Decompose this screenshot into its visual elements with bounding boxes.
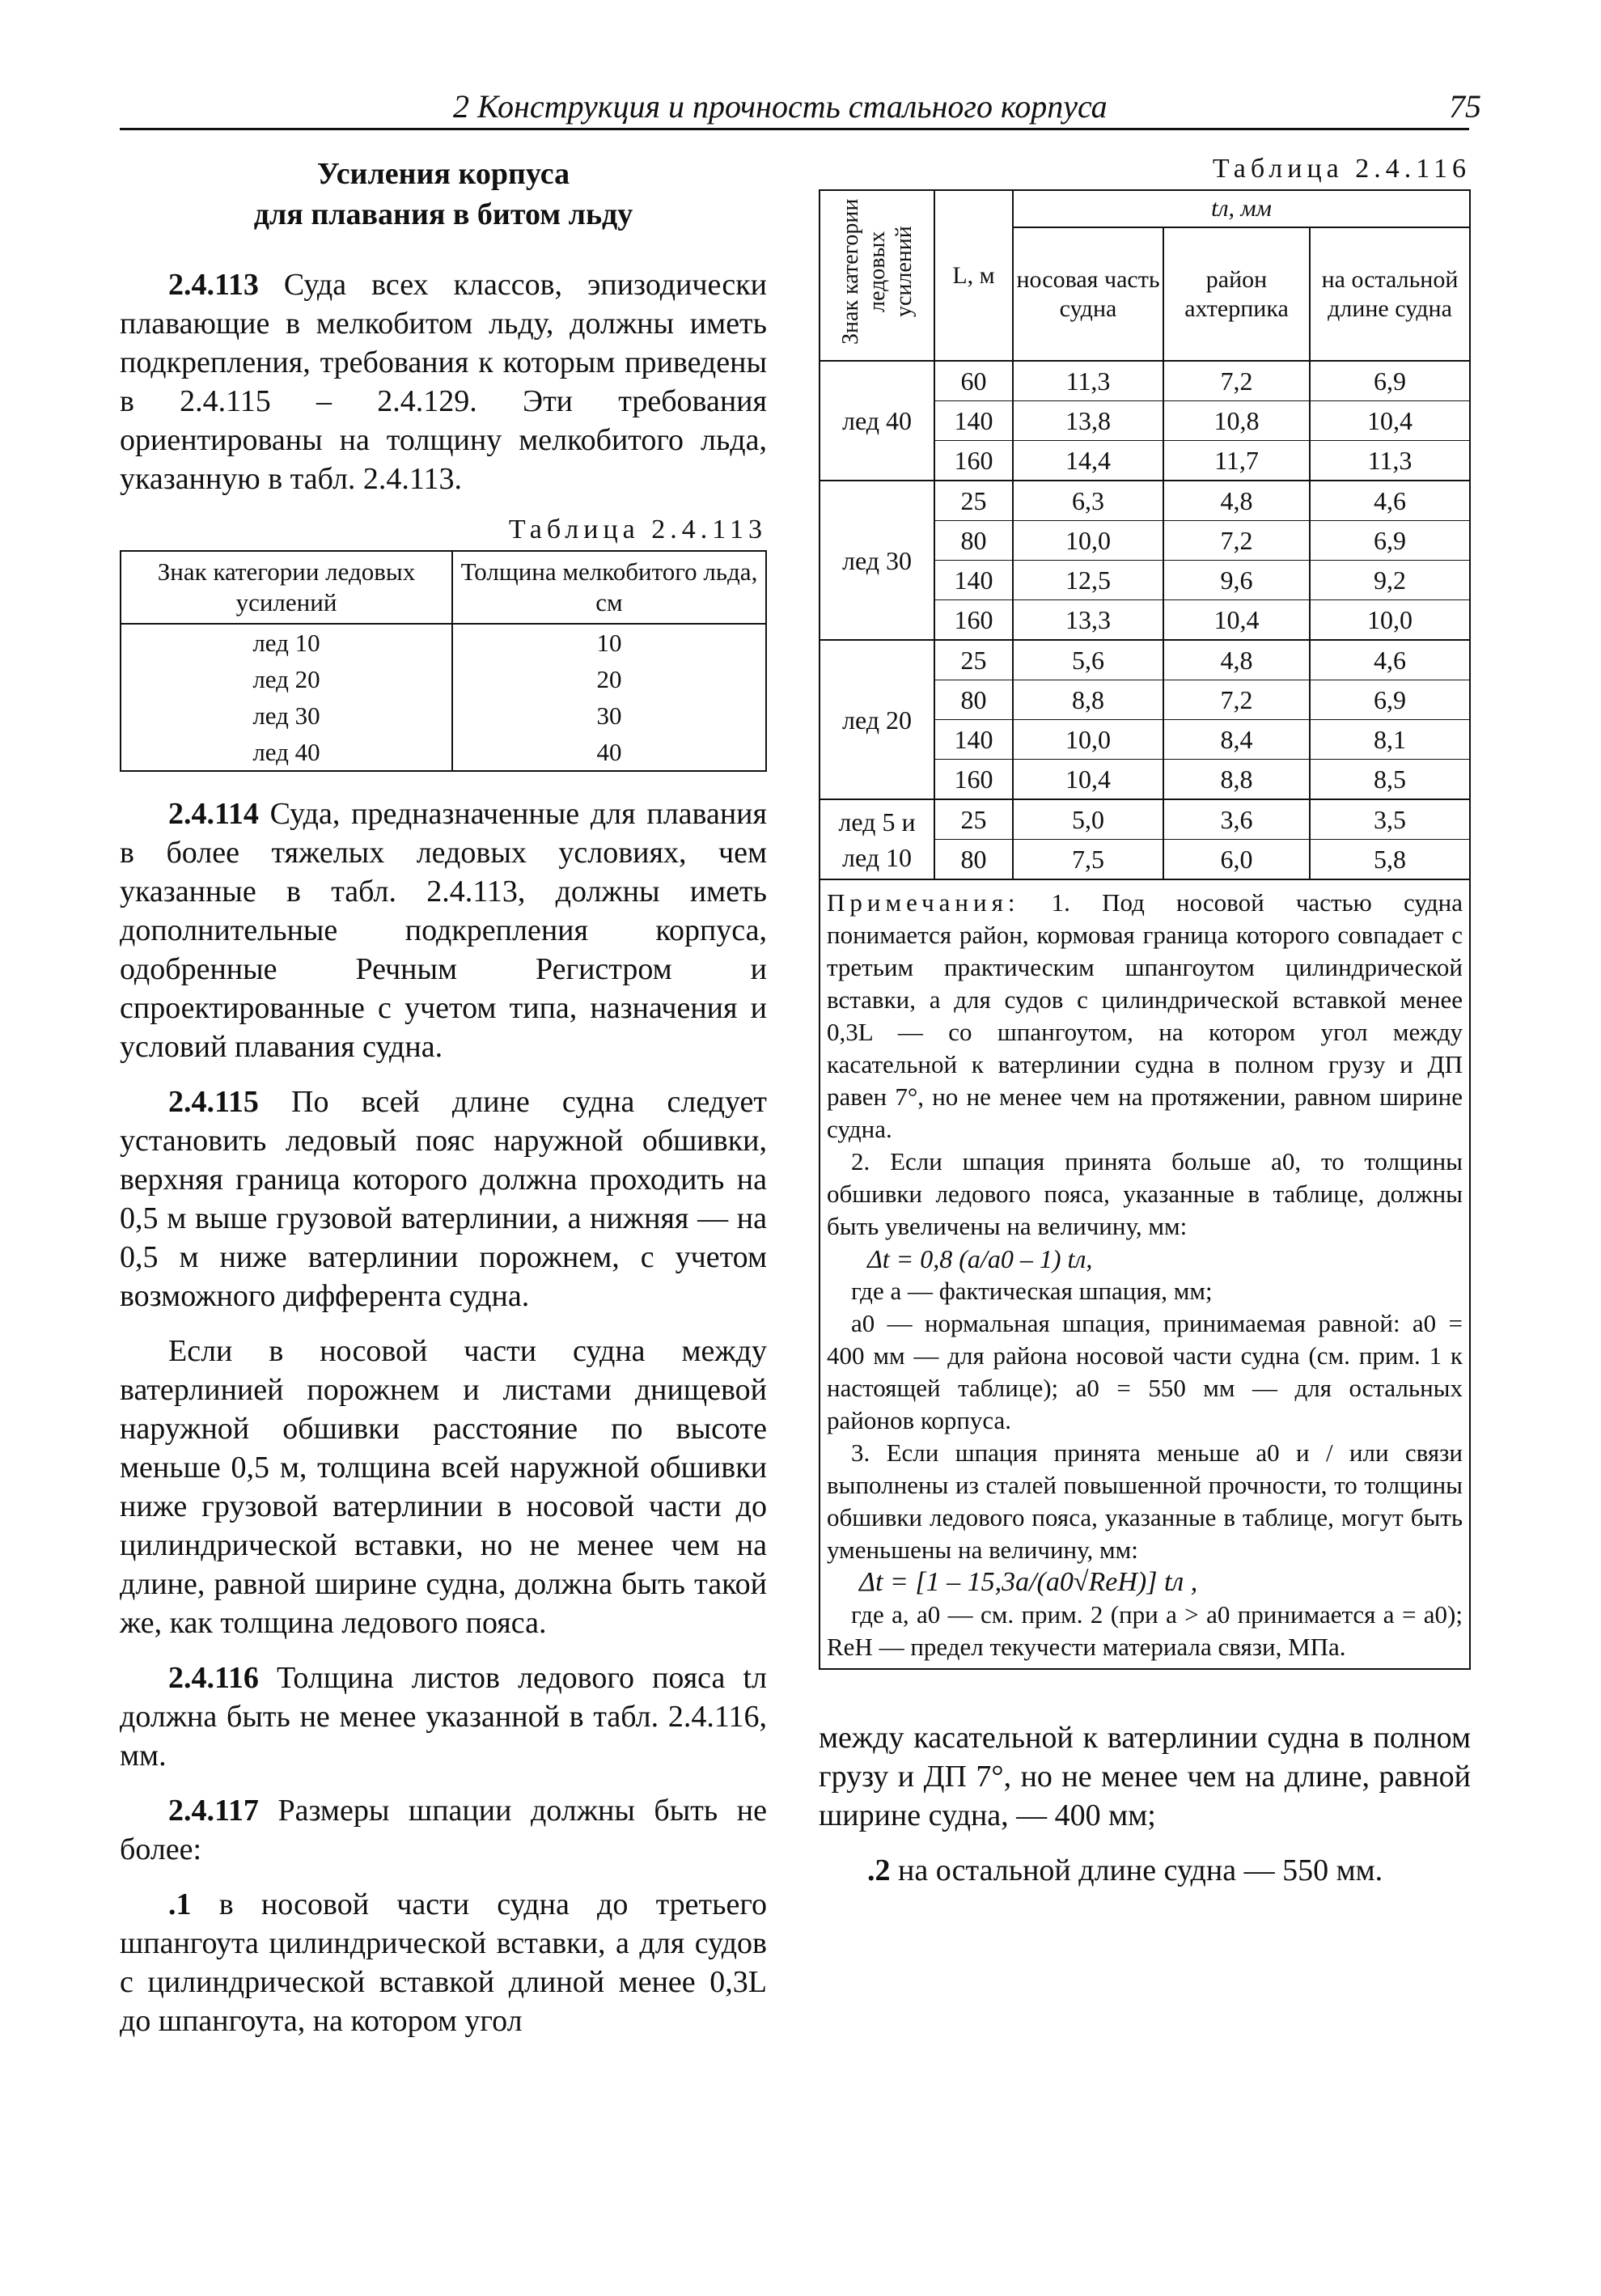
header-sign-vertical: Знак категории ледовых усилений	[837, 198, 917, 345]
table-cell: 160	[934, 760, 1013, 800]
table-header-cell: L, м	[934, 190, 1013, 361]
note-2-where-2: a0 — нормальная шпация, принимаемая равной: a0 = 400 мм — для района носовой части судна (см. прим. 1 к настоящей таблице); a0 = 550 мм — для остальных районов корпуса.	[827, 1309, 1463, 1434]
table-cell: 4,6	[1310, 481, 1470, 521]
note-3: 3. Если шпация принята меньше a0 и / или связи выполнены из сталей повышенной прочности, то толщины обшивки ледового пояса, указанные в таблице, могут быть уменьшены на величину, мм:	[827, 1438, 1463, 1564]
table-cell: 6,9	[1310, 680, 1470, 720]
paragraph-2-4-116	[120, 1658, 767, 1775]
table-cell: 80	[934, 521, 1013, 561]
table-header-cell: Толщина мелкобитого льда, см	[452, 551, 766, 624]
table-cell: лед 10	[121, 624, 452, 661]
table-cell: 3,6	[1163, 799, 1310, 840]
note-1	[827, 887, 1463, 1146]
group-label: лед 40	[820, 361, 934, 481]
table-cell: 8,8	[1013, 680, 1163, 720]
item-text: в носовой части судна до третьего шпангоута цилиндрической вставки, а для судов с цилиндрической вставкой длиной менее 0,3L до шпангоута, на котором угол	[120, 1887, 767, 2038]
table-cell: лед 40	[121, 734, 452, 771]
left-column	[120, 154, 767, 2057]
table-cell: 140	[934, 401, 1013, 441]
running-header-title: 2 Конструкция и прочность стального корпуса	[453, 88, 1108, 125]
table-cell: 8,1	[1310, 720, 1470, 760]
group-label-line1: лед 5 и	[838, 807, 916, 837]
table-2-4-113	[120, 550, 767, 772]
formula-2: Δt = [1 – 15,3a/(a0√ReH)] tл ,	[859, 1567, 1198, 1597]
clause-text: Размеры шпации должны быть не более:	[120, 1794, 767, 1866]
table-cell: 6,0	[1163, 840, 1310, 880]
group-label: лед 20	[820, 640, 934, 799]
table-2-4-116	[819, 189, 1471, 880]
table-cell: 11,7	[1163, 441, 1310, 481]
section-title-line1: Усиления корпуса	[316, 157, 570, 191]
table-header-cell: носовая часть судна	[1013, 227, 1163, 361]
paragraph-2-4-117-1	[120, 1885, 767, 2040]
table-cell: 25	[934, 640, 1013, 680]
table-cell: 80	[934, 840, 1013, 880]
table-cell: 10,0	[1013, 521, 1163, 561]
section-title	[120, 154, 767, 235]
clause-text: Суда всех классов, эпизодически плавающие в мелкобитом льду, должны иметь подкрепления, требования к которым приведены в 2.4.115 – 2.4.129. Эти требования ориентированы на толщину мелкобитого льда, указанную в табл. 2.4.113.	[120, 268, 767, 496]
table-cell: 12,5	[1013, 561, 1163, 600]
table-cell: 140	[934, 561, 1013, 600]
header-rule	[120, 128, 1469, 130]
table-cell: 10,8	[1163, 401, 1310, 441]
formula-1: Δt = 0,8 (a/a0 – 1) tл,	[867, 1244, 1093, 1273]
paragraph-2-4-115	[120, 1082, 767, 1315]
table-cell: 140	[934, 720, 1013, 760]
table-cell: 6,9	[1310, 521, 1470, 561]
clause-number: 2.4.116	[168, 1661, 259, 1695]
table-cell: 8,8	[1163, 760, 1310, 800]
clause-text: По всей длине судна следует установить ледовый пояс наружной обшивки, верхняя граница которого должна проходить на 0,5 м выше грузовой ватерлинии, а нижняя — на 0,5 м ниже ватерлинии порожнем, с учетом возможного дифферента судна.	[120, 1085, 767, 1313]
clause-number: 2.4.113	[168, 268, 259, 302]
table-cell: 25	[934, 481, 1013, 521]
table-cell: 7,2	[1163, 521, 1310, 561]
table-cell: 40	[596, 738, 622, 766]
clause-number: 2.4.117	[168, 1794, 259, 1828]
table-cell: 4,8	[1163, 640, 1310, 680]
table-cell: 3,5	[1310, 799, 1470, 840]
table-row	[820, 481, 1470, 521]
table-cell: 9,6	[1163, 561, 1310, 600]
section-title-line2: для плавания в битом льду	[253, 197, 633, 231]
note-2: 2. Если шпация принята больше a0, то толщины обшивки ледового пояса, указанные в таблице, должны быть увеличены на величину, мм:	[827, 1147, 1463, 1240]
table-cell: 7,2	[1163, 680, 1310, 720]
clause-text: Суда, предназначенные для плавания в более тяжелых ледовых условиях, чем указанные в табл. 2.4.113, должны иметь дополнительные подкрепления корпуса, одобренные Речным Регистром и спроектированные с учетом типа, назначения и условий плавания судна.	[120, 797, 767, 1064]
table-header-cell: район ахтерпика	[1163, 227, 1310, 361]
table-cell: 20	[596, 665, 622, 693]
right-column	[819, 154, 1471, 1906]
table-cell: 9,2	[1310, 561, 1470, 600]
table-cell: 7,2	[1163, 361, 1310, 401]
table-cell: 10,4	[1163, 600, 1310, 641]
clause-text: Толщина листов ледового пояса tл должна быть не менее указанной в табл. 2.4.116, мм.	[120, 1661, 767, 1773]
group-label	[820, 799, 934, 879]
table-cell: 14,4	[1013, 441, 1163, 481]
table-cell: 25	[934, 799, 1013, 840]
table-header-cell: tл, мм	[1013, 190, 1470, 227]
note-1-text: 1. Под носовой частью судна понимается район, кормовая граница которого совпадает с третьим практическим шпангоутом цилиндрической вставки, а для судов с цилиндрической вставкой менее 0,3L — со шпангоутом, на котором угол между касательной к ватерлинии судна в полном грузу и ДП равен 7°, но не менее чем на протяжении, равном ширине судна.	[827, 888, 1463, 1143]
group-label: лед 30	[820, 481, 934, 640]
table-cell: 10,0	[1013, 720, 1163, 760]
table-cell: 30	[596, 701, 622, 730]
table-cell: 7,5	[1013, 840, 1163, 880]
table-cell: 160	[934, 441, 1013, 481]
table-cell: 6,3	[1013, 481, 1163, 521]
paragraph-continued: между касательной к ватерлинии судна в полном грузу и ДП 7°, но не менее чем на длине, равной ширине судна, — 400 мм;	[819, 1721, 1471, 1832]
clause-number: 2.4.115	[168, 1085, 259, 1119]
table-cell: 10,0	[1310, 600, 1470, 641]
table-row	[121, 661, 766, 697]
table-cell: 10	[596, 629, 622, 657]
table-row	[121, 734, 766, 771]
table-row	[121, 624, 766, 661]
table-cell: 11,3	[1013, 361, 1163, 401]
table-header-cell: на остальной длине судна	[1310, 227, 1470, 361]
table-notes	[819, 880, 1471, 1670]
paragraph-2-4-115-continued: Если в носовой части судна между ватерлинией порожнем и листами днищевой наружной обшивки расстояние по высоте меньше 0,5 м, толщина всей наружной обшивки ниже грузовой ватерлинии в носовой части до цилиндрической вставки, но не менее чем на длине, равной ширине судна, должна быть такой же, как толщина ледового пояса.	[120, 1334, 767, 1640]
table-cell: 13,3	[1013, 600, 1163, 641]
table-cell: лед 20	[121, 661, 452, 697]
paragraph-2-4-113	[120, 265, 767, 498]
table-row	[820, 640, 1470, 680]
paragraph-2-4-114	[120, 794, 767, 1066]
table-2-4-116-caption: Таблица 2.4.116	[1212, 154, 1471, 184]
page-number: 75	[1449, 88, 1481, 125]
table-cell: 4,6	[1310, 640, 1470, 680]
table-header-cell: Знак категории ледовых усилений	[121, 551, 452, 624]
notes-label: Примечания:	[827, 888, 1020, 917]
paragraph-2-4-117-2	[819, 1851, 1471, 1890]
item-number: .2	[867, 1853, 891, 1887]
table-cell: 5,6	[1013, 640, 1163, 680]
note-3-where: где a, a0 — см. прим. 2 (при a > a0 принимается a = a0); ReH — предел текучести материала связи, МПа.	[827, 1600, 1463, 1661]
table-header-cell	[820, 190, 934, 361]
item-text: на остальной длине судна — 550 мм.	[890, 1853, 1383, 1887]
table-cell: 5,8	[1310, 840, 1470, 880]
table-cell: 5,0	[1013, 799, 1163, 840]
table-2-4-113-caption: Таблица 2.4.113	[508, 515, 767, 544]
table-cell: 8,4	[1163, 720, 1310, 760]
paragraph-2-4-117	[120, 1791, 767, 1869]
table-cell: 80	[934, 680, 1013, 720]
table-cell: 10,4	[1310, 401, 1470, 441]
item-number: .1	[168, 1887, 192, 1921]
table-row	[820, 361, 1470, 401]
clause-number: 2.4.114	[168, 797, 259, 831]
table-cell: 6,9	[1310, 361, 1470, 401]
table-row	[820, 799, 1470, 840]
table-cell: 11,3	[1310, 441, 1470, 481]
group-label-line2: лед 10	[841, 842, 913, 872]
table-cell: 4,8	[1163, 481, 1310, 521]
table-cell: 60	[934, 361, 1013, 401]
table-cell: 8,5	[1310, 760, 1470, 800]
table-cell: 13,8	[1013, 401, 1163, 441]
table-cell: 160	[934, 600, 1013, 641]
table-cell: 10,4	[1013, 760, 1163, 800]
table-row	[121, 697, 766, 734]
table-cell: лед 30	[121, 697, 452, 734]
note-2-where-1: где a — фактическая шпация, мм;	[851, 1277, 1213, 1305]
